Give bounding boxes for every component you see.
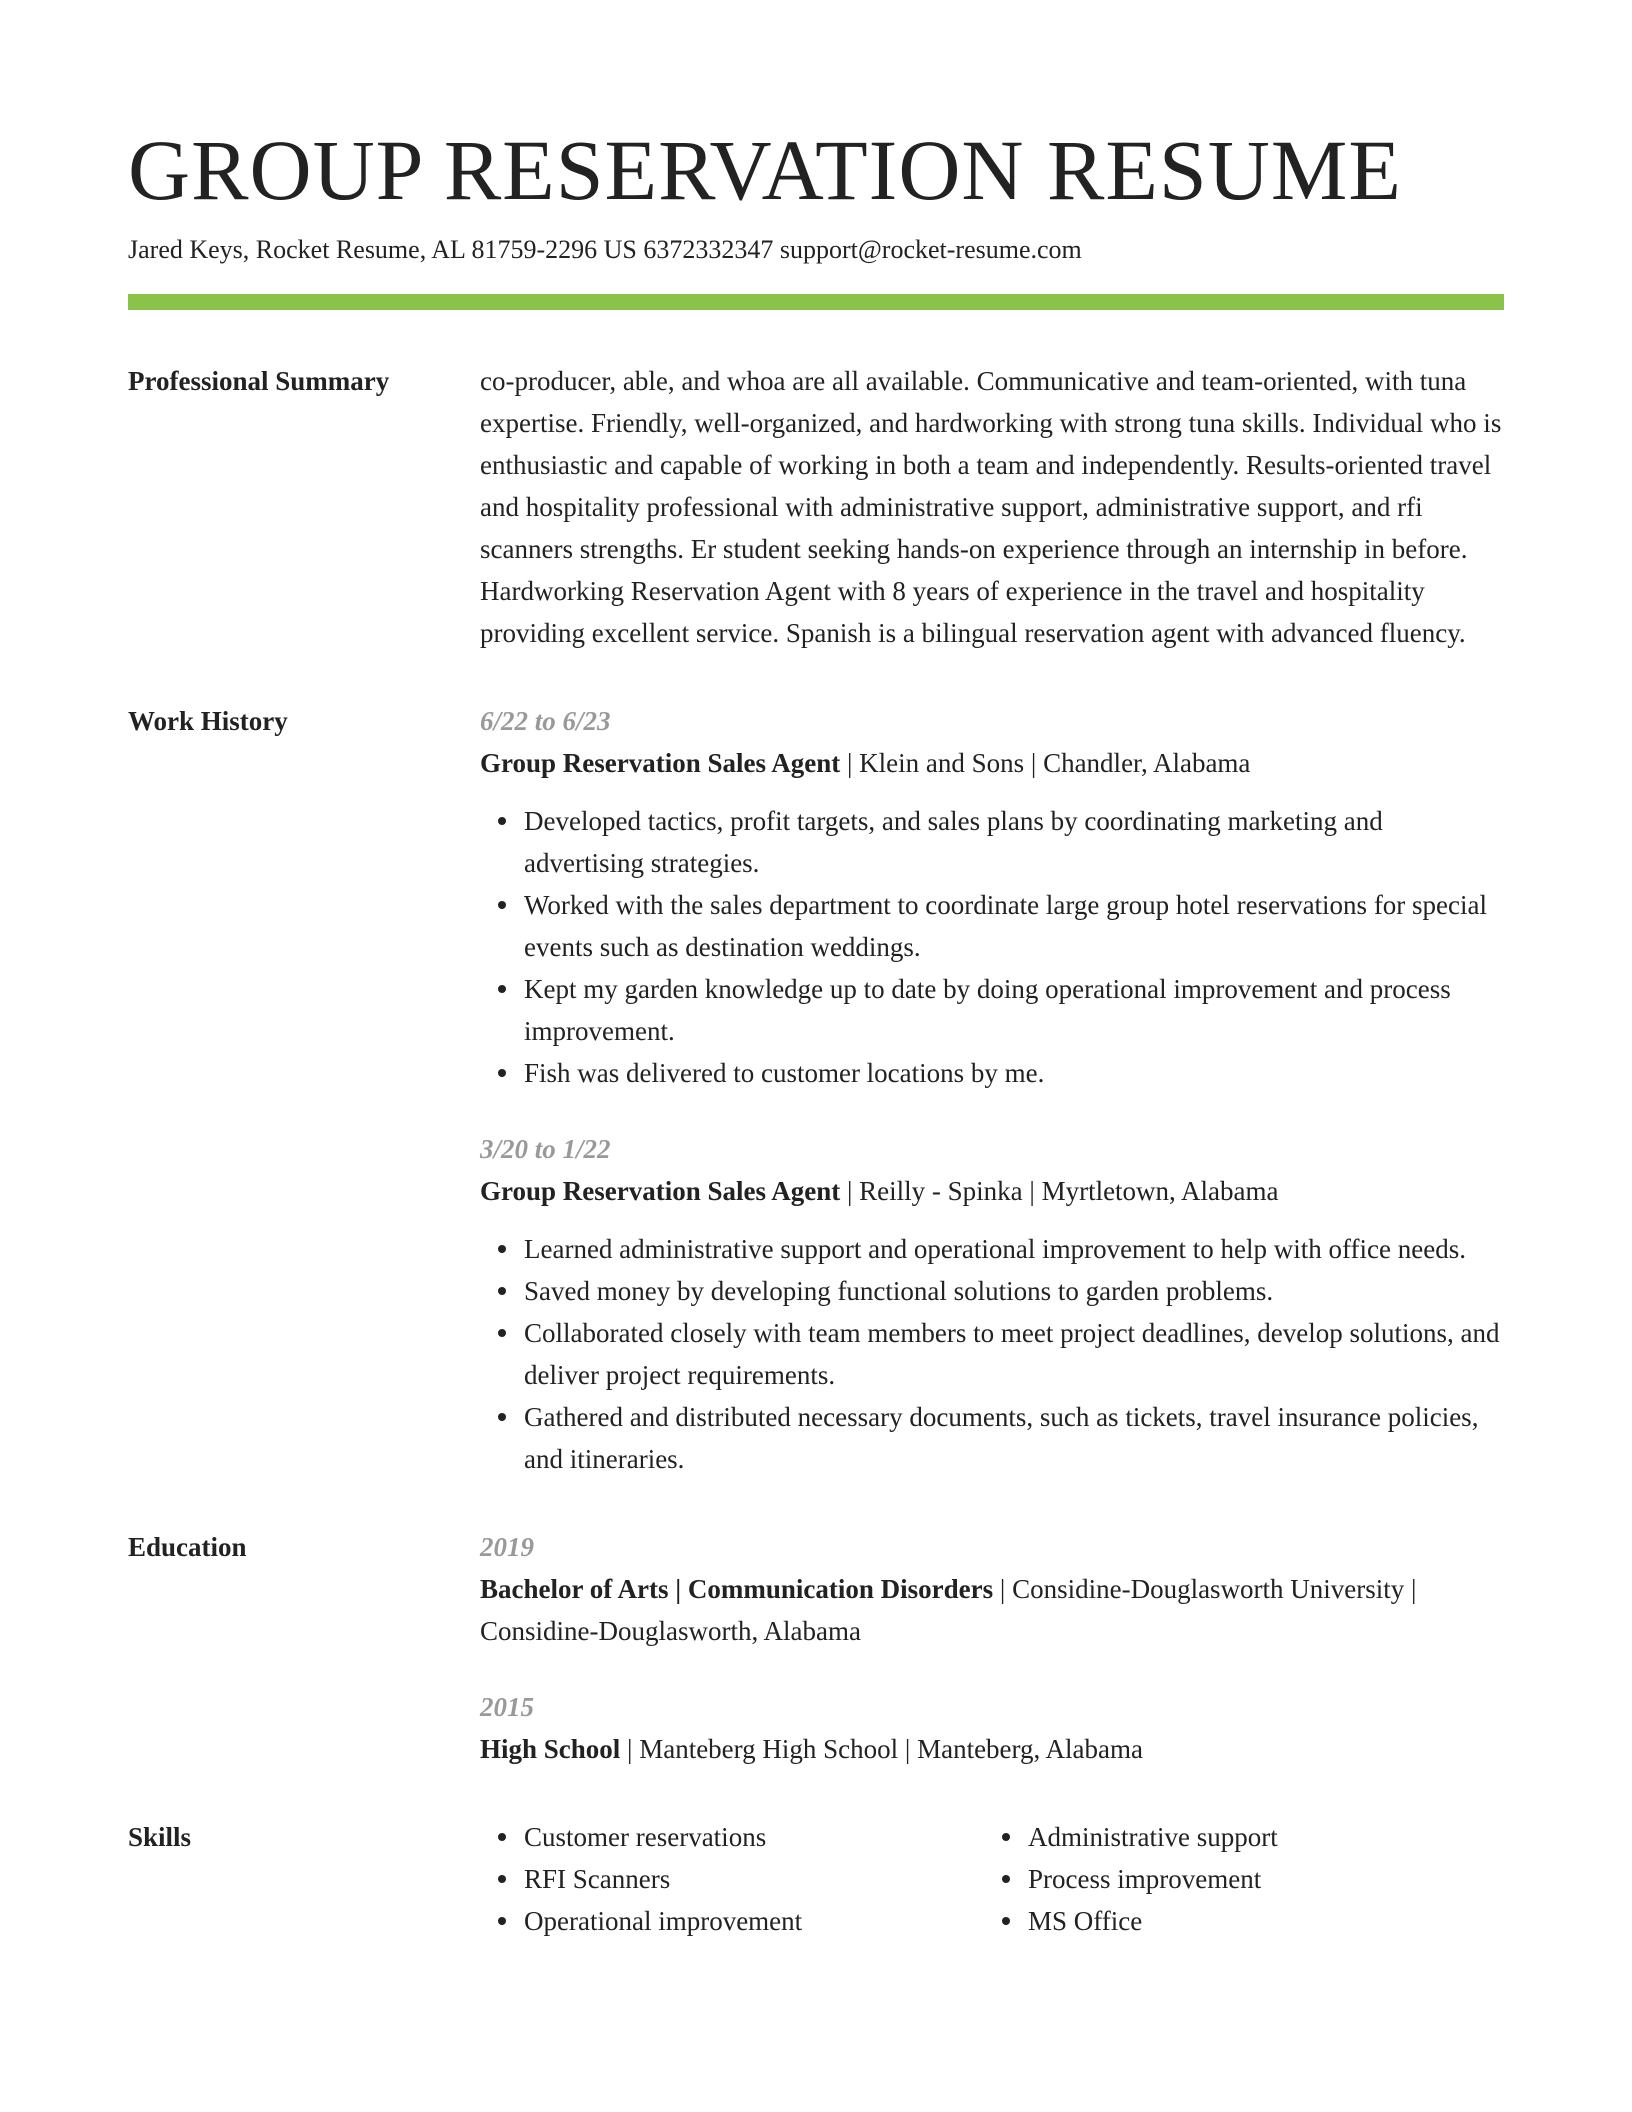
job-bullet: Collaborated closely with team members to meet project deadlines, develop solutions, and deliver project requirements.: [524, 1312, 1504, 1396]
section-label: Professional Summary: [128, 366, 390, 396]
summary-section: [128, 360, 1504, 654]
education-entry: [480, 1686, 1504, 1770]
education-date: 2019: [480, 1532, 534, 1562]
job-bullet: Gathered and distributed necessary documents, such as tickets, travel insurance policies, and itineraries.: [524, 1396, 1504, 1480]
job-bullet: Saved money by developing functional solutions to garden problems.: [524, 1270, 1504, 1312]
job-title: Group Reservation Sales Agent: [480, 1176, 841, 1206]
resume-page: [128, 120, 1504, 1942]
job-bullet: Worked with the sales department to coordinate large group hotel reservations for special events such as destination weddings.: [524, 884, 1504, 968]
work-history-section: [128, 700, 1504, 1480]
summary-text: co-producer, able, and whoa are all available. Communicative and team-oriented, with tuna expertise. Friendly, well-organized, and hardworking with strong tuna skills. Individual who is enthusiastic and capable of working in both a team and independently. Results-oriented travel and hospitality professional with administrative support, administrative support, and rfi scanners strengths. Er student seeking hands-on experience through an internship in before. Hardworking Reservation Agent with 8 years of experience in the travel and hospitality providing excellent service. Spanish is a bilingual reservation agent with advanced fluency.: [480, 366, 1502, 648]
education-details: | Considine-Douglasworth University | Considine-Douglasworth, Alabama: [480, 1574, 1417, 1646]
education-date: 2015: [480, 1692, 534, 1722]
skill-item: Administrative support: [1028, 1816, 1488, 1858]
skill-item: MS Office: [1028, 1900, 1488, 1942]
skills-section: [128, 1816, 1504, 1942]
education-degree: Bachelor of Arts | Communication Disorders: [480, 1574, 994, 1604]
job-bullet: Learned administrative support and operational improvement to help with office needs.: [524, 1228, 1504, 1270]
job-line: [480, 742, 1504, 784]
accent-divider: [128, 294, 1504, 310]
job-date: 3/20 to 1/22: [480, 1134, 611, 1164]
section-label: Skills: [128, 1822, 192, 1852]
skill-item: Process improvement: [1028, 1858, 1488, 1900]
skill-item: RFI Scanners: [524, 1858, 984, 1900]
job-entry: [480, 1128, 1504, 1480]
resume-title: GROUP RESERVATION RESUME: [128, 122, 1402, 218]
summary-body: [480, 360, 1504, 654]
job-bullets: [480, 800, 1504, 1094]
education-details: | Manteberg High School | Manteberg, Alabama: [620, 1734, 1143, 1764]
skill-item: Customer reservations: [524, 1816, 984, 1858]
job-bullet: Kept my garden knowledge up to date by doing operational improvement and process improvement.: [524, 968, 1504, 1052]
education-degree: High School: [480, 1734, 621, 1764]
education-body: [480, 1526, 1504, 1770]
skill-item: Operational improvement: [524, 1900, 984, 1942]
skills-column: [984, 1816, 1488, 1942]
education-section: [128, 1526, 1504, 1770]
work-history-body: [480, 700, 1504, 1480]
job-date: 6/22 to 6/23: [480, 706, 611, 736]
skills-body: [480, 1816, 1504, 1942]
section-label: Work History: [128, 706, 288, 736]
job-title: Group Reservation Sales Agent: [480, 748, 841, 778]
section-label: Education: [128, 1532, 247, 1562]
job-line: [480, 1170, 1504, 1212]
job-bullet: Fish was delivered to customer locations by me.: [524, 1052, 1504, 1094]
contact-line: Jared Keys, Rocket Resume, AL 81759-2296 US 6372332347 support@rocket-resume.com: [128, 235, 1082, 264]
skills-column: [480, 1816, 984, 1942]
education-entry: [480, 1526, 1504, 1652]
education-line: [480, 1568, 1504, 1652]
job-bullet: Developed tactics, profit targets, and sales plans by coordinating marketing and advertising strategies.: [524, 800, 1504, 884]
job-details: | Reilly - Spinka | Myrtletown, Alabama: [840, 1176, 1279, 1206]
job-bullets: [480, 1228, 1504, 1480]
education-line: [480, 1728, 1504, 1770]
job-entry: [480, 700, 1504, 1094]
job-details: | Klein and Sons | Chandler, Alabama: [840, 748, 1251, 778]
